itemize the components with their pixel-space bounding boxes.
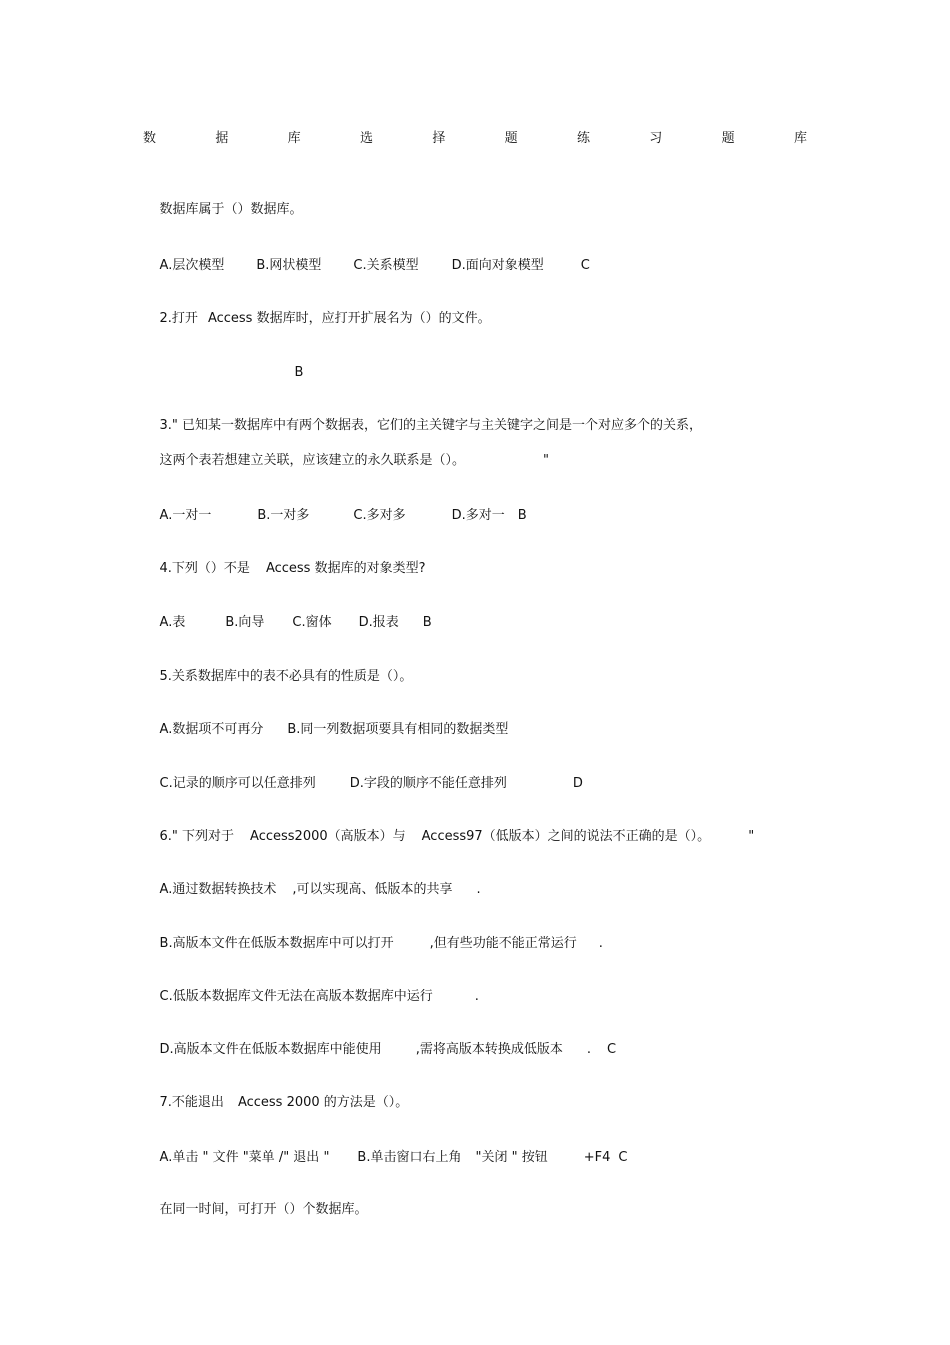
q6-option-d-part-1: D.高版本文件在低版本数据库中能使用 (159, 1042, 382, 1057)
q7-option-c: +F4 (583, 1150, 611, 1165)
q1-option-b: B.网状模型 (256, 258, 322, 273)
title-char: 习 (649, 131, 663, 146)
q1-option-d: D.面向对象模型 (451, 258, 544, 273)
question-3-stem-line-2 (143, 434, 549, 488)
q6-option-c-part-3: . (474, 989, 479, 1004)
question-6-option-b (143, 917, 603, 971)
question-7-stem (143, 1076, 408, 1130)
title-char: 题 (721, 131, 735, 146)
question-3-options (143, 489, 527, 543)
q6-option-c-part-1: C.低版本数据库文件无法在高版本数据库中运行 (159, 989, 433, 1004)
q3-option-d: D.多对一 (451, 508, 505, 523)
q6-close-quote: " (748, 829, 755, 844)
q3-option-a: A.一对一 (159, 508, 212, 523)
q7-stem-part-b: Access 2000 的方法是（）。 (237, 1095, 409, 1110)
q6-answer: C (606, 1042, 617, 1057)
title-char: 库 (287, 131, 301, 146)
question-1-stem (143, 183, 303, 237)
title-char: 题 (504, 131, 518, 146)
title-char: 数 (143, 131, 157, 146)
title-char: 练 (576, 131, 590, 146)
q6-stem-part-c: Access97（低版本）之间的说法不正确的是（）。 (421, 829, 711, 844)
q1-option-c: C.关系模型 (353, 258, 419, 273)
page-title (143, 127, 807, 146)
q6-stem-part-b: Access2000（高版本）与 (250, 829, 406, 844)
q5-option-a: A.数据项不可再分 (159, 722, 264, 737)
title-char: 择 (432, 131, 446, 146)
q2-stem-part-b: Access 数据库时，应打开扩展名为（）的文件。 (207, 311, 491, 326)
q3-option-b: B.一对多 (257, 508, 310, 523)
q4-answer: B (422, 615, 432, 630)
question-1-options (143, 239, 590, 293)
q7-option-b-part-2: "关闭 " 按钮 (475, 1150, 548, 1165)
q1-stem-text: 数据库属于（）数据库。 (159, 202, 303, 217)
q6-option-b-part-3: . (598, 936, 603, 951)
q5-answer: D (572, 776, 583, 791)
q5-option-c: C.记录的顺序可以任意排列 (159, 776, 316, 791)
q6-option-d-part-2: ,需将高版本转换成低版本 (415, 1042, 563, 1057)
q7-stem-part-a: 7.不能退出 (159, 1095, 224, 1110)
question-7-options (143, 1131, 627, 1185)
question-4-stem (143, 542, 425, 596)
q4-option-d: D.报表 (358, 615, 399, 630)
question-6-option-c (143, 970, 479, 1024)
q5-option-b: B.同一列数据项要具有相同的数据类型 (287, 722, 509, 737)
q6-option-a-part-2: ,可以实现高、低版本的共享 (292, 882, 453, 897)
q4-option-b: B.向导 (225, 615, 265, 630)
q1-answer: C (580, 258, 590, 273)
q2-stem-part-a: 2.打开 (159, 311, 198, 326)
q3-line-2: 这两个表若想建立关联，应该建立的永久联系是（）。 (159, 453, 466, 468)
q6-option-b-part-1: B.高版本文件在低版本数据库中可以打开 (159, 936, 394, 951)
question-6-option-a (143, 863, 481, 917)
question-2-answer (278, 346, 303, 400)
q6-option-a-part-1: A.通过数据转换技术 (159, 882, 277, 897)
question-5-options-row-2 (143, 757, 583, 811)
title-char: 选 (359, 131, 373, 146)
q6-option-b-part-2: ,但有些功能不能正常运行 (429, 936, 577, 951)
title-char: 据 (215, 131, 229, 146)
q7-option-b-part-1: B.单击窗口右上角 (357, 1150, 462, 1165)
question-5-options-row-1 (143, 703, 508, 757)
q4-stem-part-a: 4.下列（）不是 (159, 561, 250, 576)
q4-stem-part-b: Access 数据库的对象类型? (265, 561, 426, 576)
q2-answer: B (294, 365, 304, 380)
q1-option-a: A.层次模型 (159, 258, 225, 273)
q3-answer: B (517, 508, 527, 523)
q7-option-a: A.单击 " 文件 "菜单 /" 退出 " (159, 1150, 330, 1165)
q4-option-c: C.窗体 (292, 615, 332, 630)
q7-answer: C (618, 1150, 628, 1165)
q8-stem-text: 在同一时间，可打开（）个数据库。 (159, 1202, 368, 1217)
question-6-stem (143, 810, 754, 864)
question-4-options (143, 596, 432, 650)
q6-option-d-part-3: . (586, 1042, 591, 1057)
title-char: 库 (793, 131, 807, 146)
q6-stem-part-a: 6." 下列对于 (159, 829, 235, 844)
question-8-stem (143, 1183, 368, 1237)
q4-option-a: A.表 (159, 615, 186, 630)
question-5-stem (143, 650, 412, 704)
q6-option-a-part-3: . (476, 882, 481, 897)
q5-option-d: D.字段的顺序不能任意排列 (349, 776, 507, 791)
q3-close-quote: " (543, 453, 550, 468)
q3-option-c: C.多对多 (353, 508, 406, 523)
question-2-stem (143, 292, 491, 346)
q5-stem-text: 5.关系数据库中的表不必具有的性质是（）。 (159, 669, 413, 684)
question-6-option-d (143, 1023, 616, 1077)
q3-line-1: 3." 已知某一数据库中有两个数据表，它们的主关键字与主关键字之间是一个对应多个的关系， (159, 418, 703, 433)
